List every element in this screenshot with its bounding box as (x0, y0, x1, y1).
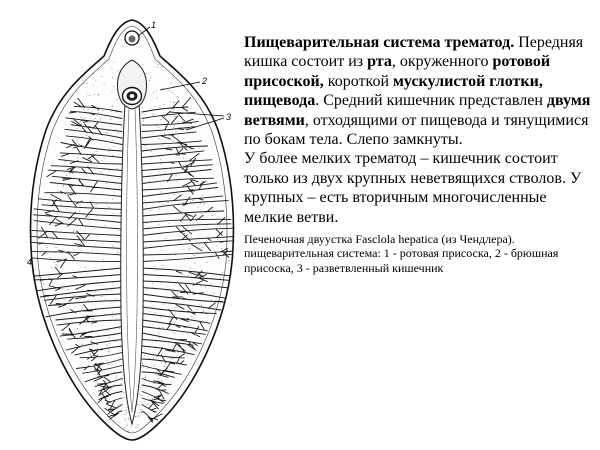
text-segment: , отходящими от пищевода и тянущимися по бокам тела. Слепо замкнуты. (244, 111, 589, 149)
fluke-digestive-system-figure (20, 12, 245, 445)
main-description (244, 33, 594, 227)
term-oral-sucker: ротовой присоской, (244, 53, 551, 90)
text-segment: Передняя кишка состоит из (244, 34, 584, 71)
term-esophagus: пищевода (244, 92, 316, 110)
fluke-drawing (20, 12, 245, 445)
ventral-sucker-pore (130, 94, 135, 98)
term-muscular-pharynx: мускулистой глотки, (393, 72, 543, 90)
label-4: 4 (27, 257, 33, 267)
heading: Пищеварительная система трематод. (244, 34, 515, 51)
label-1: 1 (151, 20, 157, 30)
label-2: 2 (202, 76, 208, 86)
intestine-trunk (121, 104, 144, 424)
second-paragraph: У более мелких трематод – кишечник состоит только из двух крупных неветвящихся стволов. У крупных – есть вторичным многочисленные мелкие ветви. (244, 150, 582, 226)
oral-sucker-mouth (129, 36, 136, 43)
text-segment: короткой (323, 72, 394, 90)
description-text-block (244, 33, 594, 275)
text-segment: . Средний кишечник представлен (315, 92, 547, 110)
text-segment: , окруженного (391, 53, 493, 71)
term-two-branches: двумя ветвями (244, 92, 591, 129)
term-mouth: рта (367, 53, 392, 71)
figure-caption: Печеночная двуустка Fasclola hepatica (из Чендлера). пищеварительная система: 1 - ротовая присоска, 2 - брюшная присоска, 3 - разветвленный кишечник (244, 232, 559, 275)
label-3: 3 (226, 112, 232, 122)
